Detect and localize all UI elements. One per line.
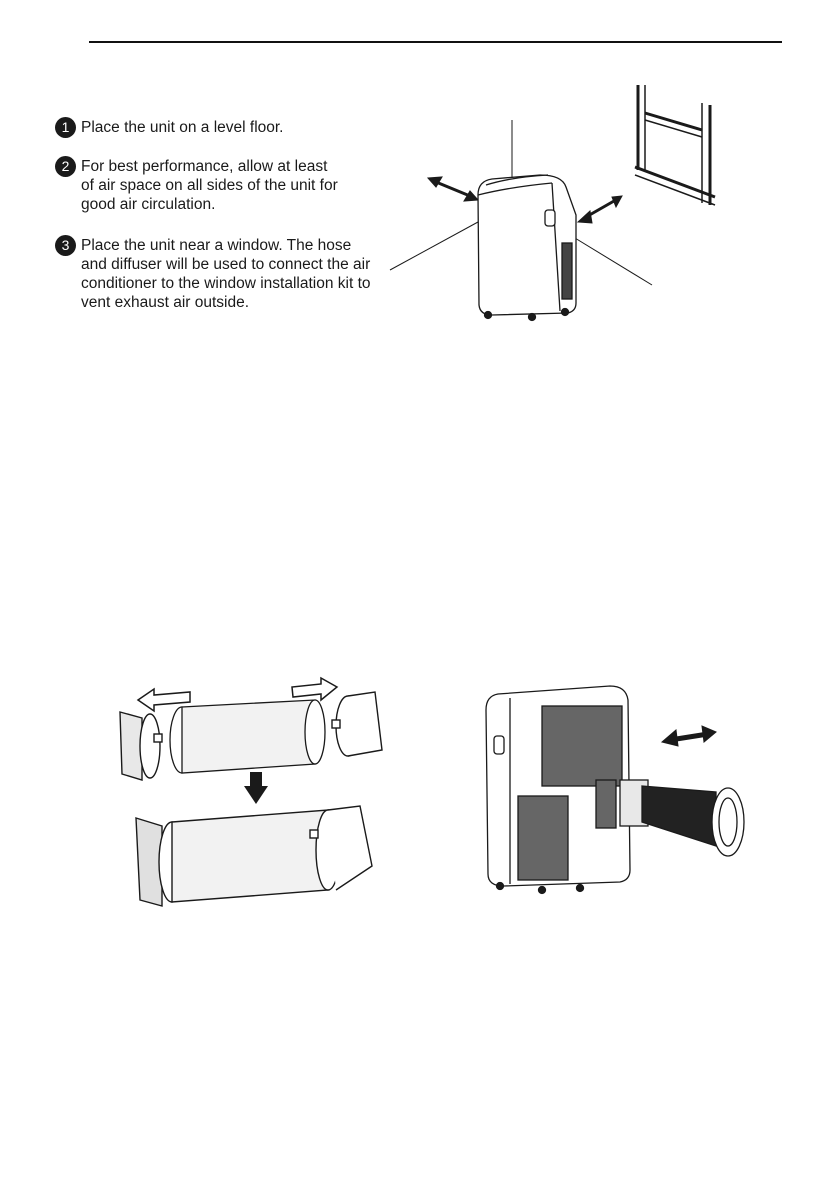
step-line: For best performance, allow at least	[81, 158, 328, 175]
step-line: of air space on all sides of the unit for	[81, 177, 338, 194]
step-line: conditioner to the window installation kit to	[81, 275, 371, 292]
assembled-hose-icon	[136, 806, 372, 906]
air-conditioner-back-icon	[486, 686, 630, 894]
step-line: and diffuser will be used to connect the air	[81, 256, 371, 273]
step-number-badge: 1	[55, 117, 76, 138]
hose-attach-figure	[480, 670, 750, 900]
hose-icon	[170, 700, 325, 773]
outline-arrow-right-icon	[292, 678, 337, 700]
step-line: good air circulation.	[81, 196, 216, 213]
header-rule	[89, 41, 782, 43]
window-icon	[635, 85, 715, 205]
double-arrow-icon	[428, 177, 478, 201]
double-arrow-icon	[662, 726, 716, 746]
window-adapter-icon	[120, 712, 162, 780]
double-arrow-icon	[578, 196, 622, 223]
air-conditioner-icon	[478, 175, 576, 321]
unit-placement-figure	[380, 75, 700, 330]
step-text	[81, 118, 284, 137]
hose-assembly-figure	[110, 670, 400, 915]
step-line: Place the unit on a level floor.	[81, 119, 284, 136]
step-text	[81, 236, 371, 312]
step-line: vent exhaust air outside.	[81, 294, 250, 311]
step-text	[81, 157, 338, 214]
step-number-badge: 3	[55, 235, 76, 256]
step-number-badge: 2	[55, 156, 76, 177]
arrow-down-icon	[244, 772, 268, 804]
step-line: Place the unit near a window. The hose	[81, 237, 352, 254]
hose-attached-icon	[620, 780, 744, 856]
unit-connector-icon	[332, 692, 382, 756]
